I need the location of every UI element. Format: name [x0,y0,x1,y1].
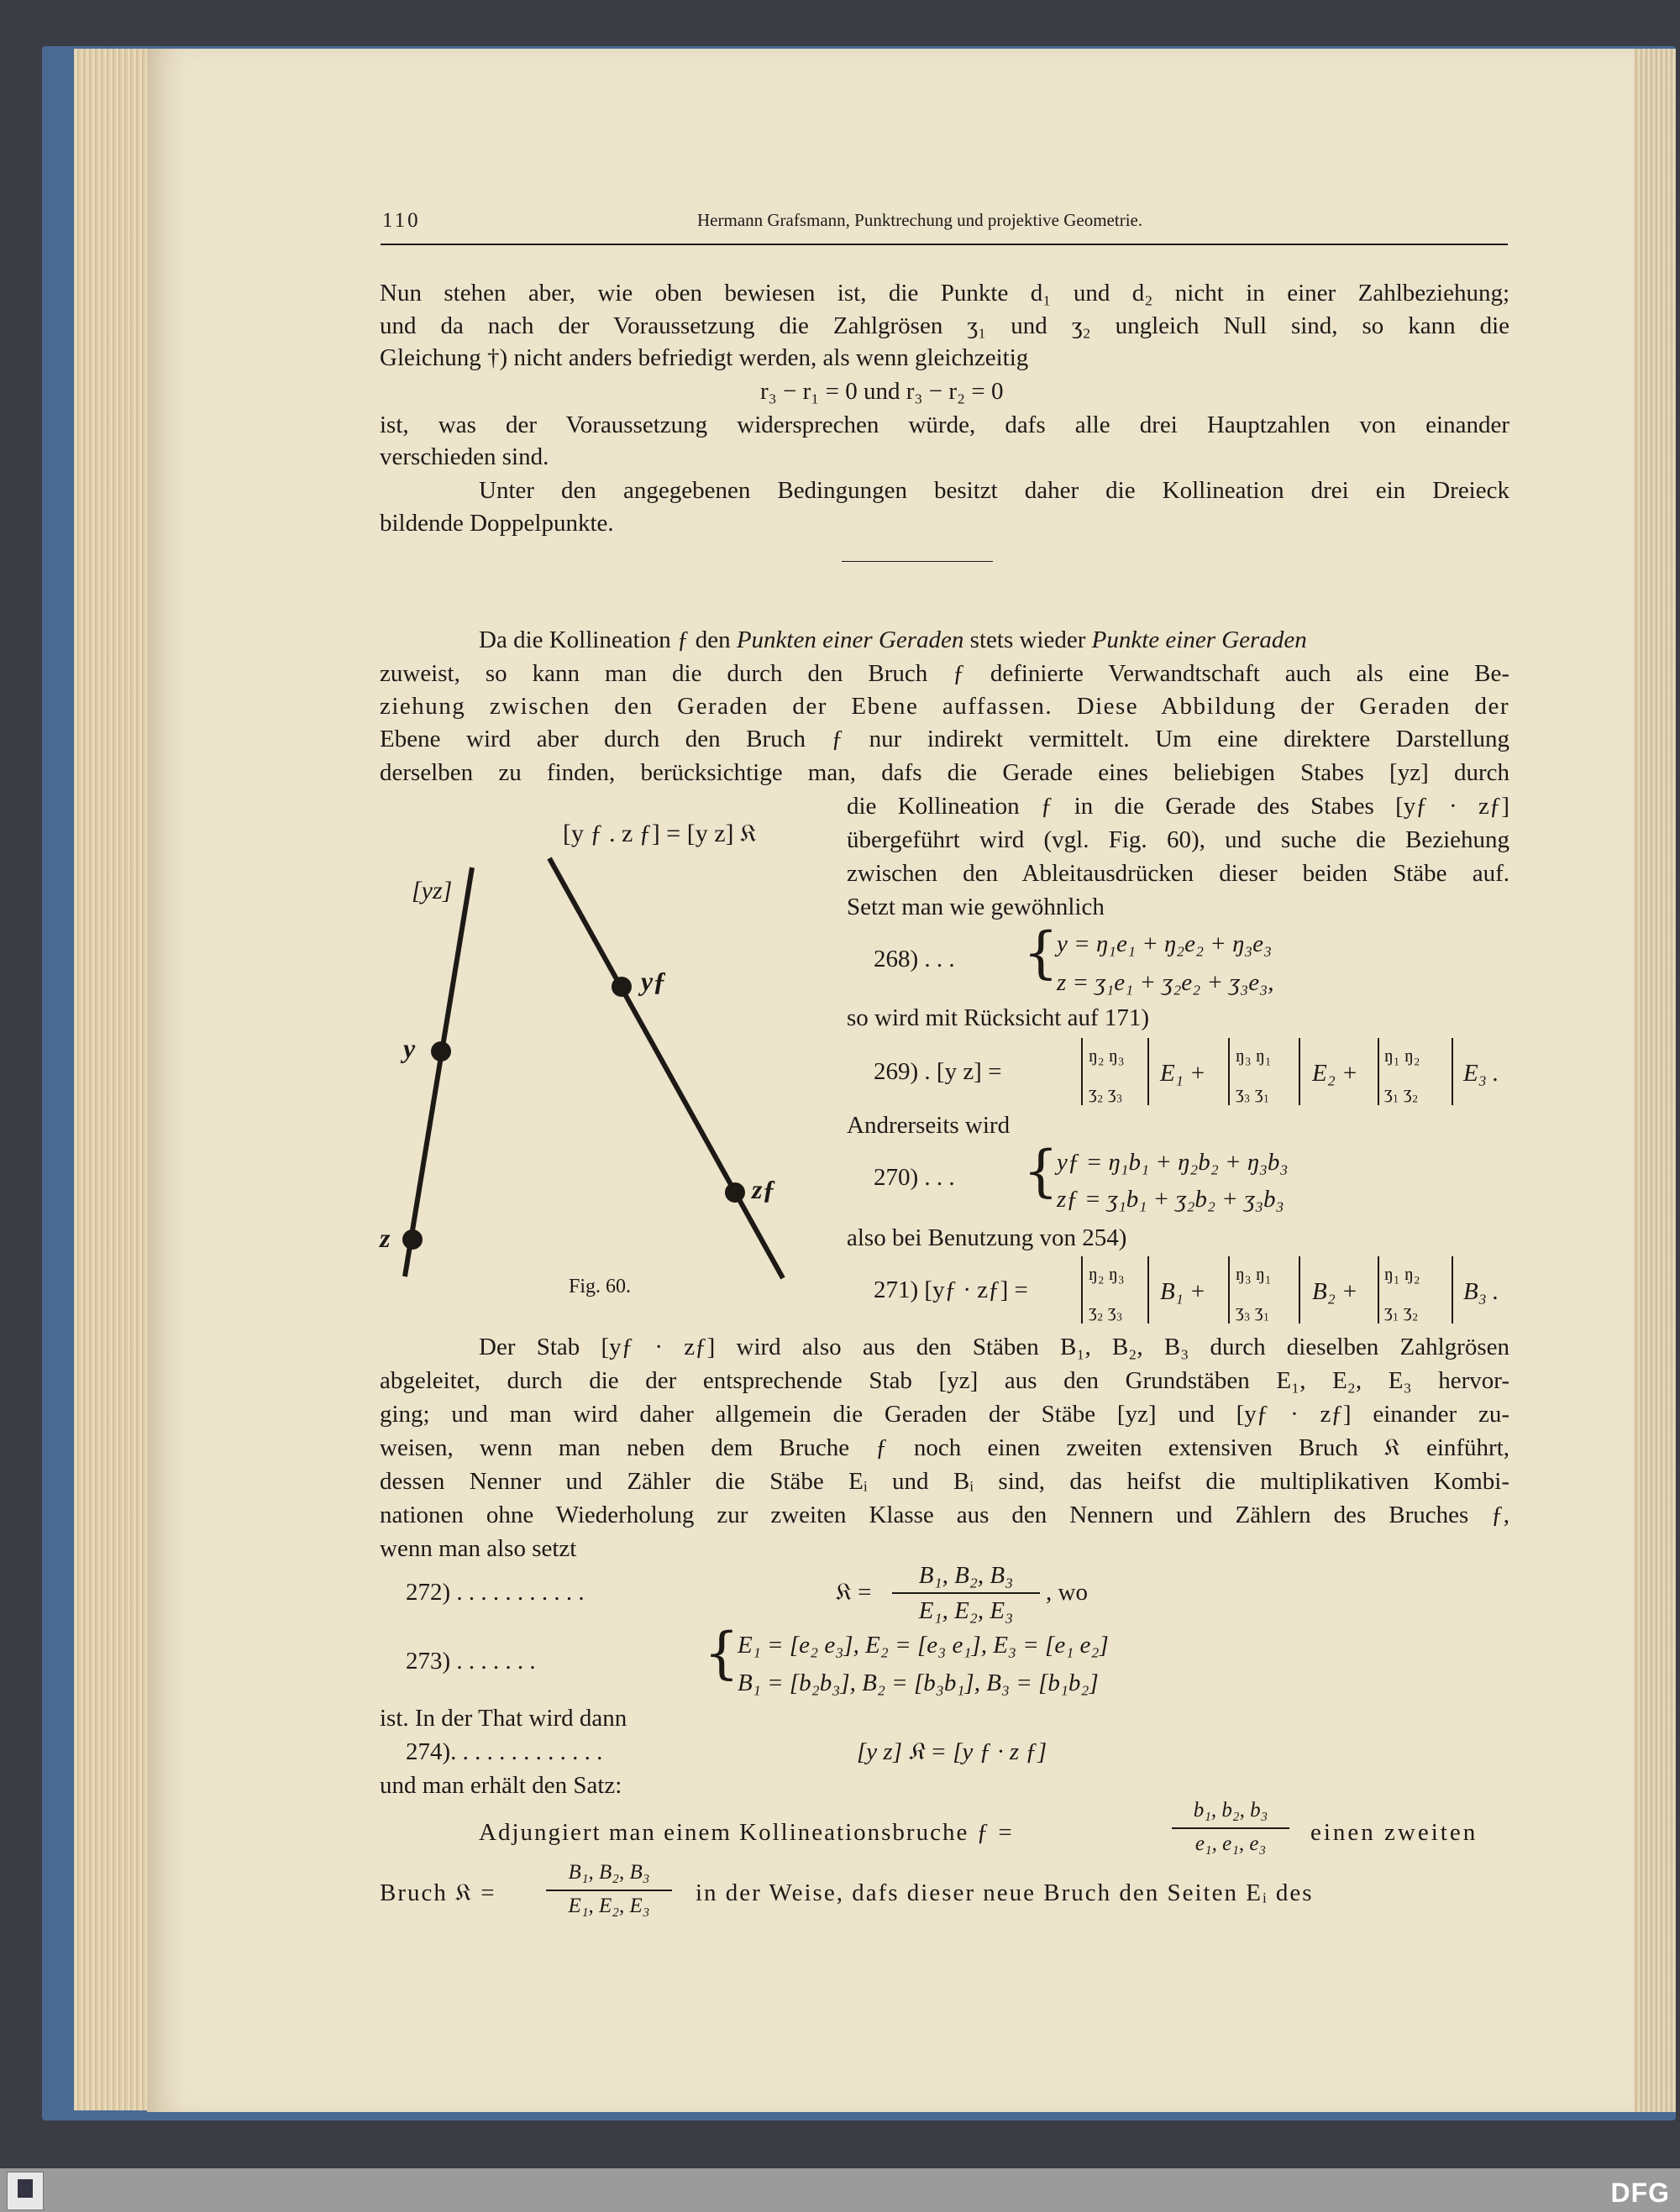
determinant-bar [1452,1256,1453,1324]
theorem-text: Adjungiert man einem Kollineationsbruche ƒ = [479,1819,1014,1846]
label-z: z [380,1223,391,1253]
fraction-bar [546,1890,672,1891]
header-rule [381,244,1508,245]
determinant-bar [1147,1038,1149,1105]
text-line: ziehung zwischen den Geraden der Ebene auffassen. Diese Abbildung der Geraden der [380,693,1509,720]
section-separator [842,561,993,562]
equation-number: 273) . . . . . . . [406,1648,536,1675]
equation: r₃ − r₁ = 0 und r₃ − r₂ = 0 [760,378,1004,405]
text-line: bildende Doppelpunkte. [380,510,614,537]
label-zk: zƒ [752,1174,776,1204]
determinant-entry: ŋ₁ ŋ₂ [1384,1045,1420,1066]
equation: E₁ = [e₂ e₃], E₂ = [e₃ e₁], E₃ = [e₁ e₂] [738,1632,1109,1659]
text-line: dessen Nenner und Zähler die Stäbe Eᵢ und Bᵢ sind, das heifst die multiplikativen Kombi- [380,1468,1509,1495]
page-number: 110 [382,209,421,232]
fraction-bar [892,1592,1040,1594]
right-page-edge [1634,49,1676,2112]
equation: zƒ = ʒ₁b₁ + ʒ₂b₂ + ʒ₃b₃ [1057,1186,1284,1213]
text-line: verschieden sind. [380,443,549,470]
determinant-bar [1228,1038,1230,1105]
dfg-logo: DFG [1610,2178,1670,2208]
determinant-factor: B₂ + [1312,1278,1358,1305]
point-y [431,1041,451,1061]
brace: { [1023,1139,1058,1203]
fraction-denominator: e₁, e₁, e₃ [1194,1832,1267,1855]
line-ykzk [549,858,783,1278]
determinant-bar [1081,1038,1083,1105]
determinant-entry: ŋ₃ ŋ₁ [1236,1045,1272,1066]
text-run: Da die Kollineation ƒ den [479,626,737,653]
text-line: Gleichung †) nicht anders befriedigt werden, als wenn gleichzeitig [380,344,1029,371]
determinant-bar [1147,1256,1149,1324]
determinant-entry: ʒ₃ ʒ₁ [1236,1082,1270,1103]
text-line: zwischen den Ableitausdrücken dieser beiden Stäbe auf. [847,860,1509,887]
determinant-bar [1378,1038,1379,1105]
theorem-text: einen zweiten [1310,1819,1478,1846]
determinant-entry: ʒ₂ ʒ₃ [1089,1300,1123,1321]
line-yz [405,868,472,1276]
determinant-factor: E₂ + [1312,1060,1358,1087]
equation: y = ŋ₁e₁ + ŋ₂e₂ + ŋ₃e₃ [1057,930,1273,957]
library-logo-icon [7,2172,44,2210]
equation-number: 272) . . . . . . . . . . . [406,1579,585,1606]
equation: yƒ = ŋ₁b₁ + ŋ₂b₂ + ŋ₃b₃ [1057,1149,1289,1176]
brace: { [1023,920,1058,985]
theorem-text: Bruch 𝔎 = [380,1879,496,1906]
fraction-numerator: b₁, b₂, b₃ [1193,1799,1268,1821]
determinant-entry: ʒ₃ ʒ₁ [1236,1300,1270,1321]
text-line: so wird mit Rücksicht auf 171) [847,1004,1150,1031]
determinant-factor: B₁ + [1160,1278,1206,1305]
label-y: y [403,1033,416,1063]
equation-number: 269) . [y z] = [874,1058,1002,1085]
determinant-bar [1452,1038,1453,1105]
determinant-entry: ŋ₂ ŋ₃ [1089,1045,1125,1066]
equation-number: 274). . . . . . . . . . . . . [406,1738,603,1765]
text-line: Der Stab [yƒ · zƒ] wird also aus den Stäben B₁, B₂, B₃ durch dieselben Zahlgrösen [479,1334,1509,1360]
text-line: wenn man also setzt [380,1535,577,1562]
equation-number: 268) . . . [874,946,955,972]
equation-number: 270) . . . [874,1164,955,1191]
italic-run: Punkte einer Geraden [1091,626,1307,653]
determinant-entry: ʒ₁ ʒ₂ [1384,1082,1419,1103]
text-line: ist, was der Voraussetzung widersprechen würde, dafs alle drei Hauptzahlen von einander [380,411,1509,438]
page-edges [74,49,154,2110]
fraction-denominator: E₁, E₂, E₃ [918,1597,1014,1624]
fraction-numerator: B₁, B₂, B₃ [918,1562,1014,1589]
text-line: also bei Benutzung von 254) [847,1224,1127,1251]
point-z [402,1229,423,1250]
text-line: zuweist, so kann man die durch den Bruch ƒ definierte Verwandtschaft auch als eine Be- [380,660,1509,687]
text-line: und man erhält den Satz: [380,1772,622,1799]
equation-lhs: 𝔎 = [836,1579,872,1606]
fraction-denominator: E₁, E₂, E₃ [568,1895,650,1917]
fraction-bar [1172,1827,1289,1829]
equation: [y z] 𝔎 = [y ƒ · z ƒ] [857,1738,1047,1765]
text-line: ging; und man wird daher allgemein die Geraden der Stäbe [yz] und [yƒ · zƒ] einander zu- [380,1401,1509,1428]
determinant-bar [1378,1256,1379,1324]
italic-run: Punkten einer Geraden [736,626,964,653]
text-line: und da nach der Voraussetzung die Zahlgrösen ʒ₁ und ʒ₂ ungleich Null sind, so kann die [380,312,1509,339]
text-line: übergeführt wird (vgl. Fig. 60), und suche die Beziehung [847,826,1509,853]
text-line: abgeleitet, durch die der entsprechende Stab [yz] aus den Grundstäben E₁, E₂, E₃ hervor- [380,1367,1509,1394]
figure-top-label: [y ƒ . z ƒ] = [y z] 𝔎 [563,820,757,847]
text-line: Nun stehen aber, wie oben bewiesen ist, die Punkte d₁ und d₂ nicht in einer Zahlbeziehung; [380,280,1509,307]
determinant-bar [1081,1256,1083,1324]
equation: B₁ = [b₂b₃], B₂ = [b₃b₁], B₃ = [b₁b₂] [738,1669,1099,1696]
point-zk [725,1182,745,1203]
determinant-bar [1299,1256,1300,1324]
determinant-entry: ŋ₂ ŋ₃ [1089,1263,1125,1284]
equation: z = ʒ₁e₁ + ʒ₂e₂ + ʒ₃e₃, [1057,969,1274,996]
figure-caption: Fig. 60. [569,1276,632,1297]
fraction-numerator: B₁, B₂, B₃ [568,1861,650,1884]
determinant-factor: B₃ . [1463,1278,1499,1305]
determinant-bar [1299,1038,1300,1105]
determinant-bar [1228,1256,1230,1324]
determinant-entry: ŋ₁ ŋ₂ [1384,1263,1420,1284]
text-line: Unter den angegebenen Bedingungen besitzt daher die Kollineation drei ein Dreieck [479,477,1509,504]
text-line: derselben zu finden, berücksichtige man, dafs die Gerade eines beliebigen Stabes [yz] durch [380,759,1509,786]
equation-number: 271) [yƒ · zƒ] = [874,1276,1028,1303]
determinant-entry: ʒ₁ ʒ₂ [1384,1300,1419,1321]
brace: { [704,1621,739,1685]
text-line: nationen ohne Wiederholung zur zweiten Klasse aus den Nennern und Zählern des Bruches ƒ, [380,1502,1509,1528]
point-yk [612,977,632,997]
determinant-factor: E₃ . [1463,1060,1499,1087]
determinant-factor: E₁ + [1160,1060,1206,1087]
text-line: weisen, wenn man neben dem Bruche ƒ noch einen zweiten extensiven Bruch 𝔎 einführt, [380,1434,1509,1461]
text-line: die Kollineation ƒ in die Gerade des Stabes [yƒ · zƒ] [847,793,1509,820]
label-yz: [yz] [412,877,453,904]
text-run: , wo [1046,1579,1088,1606]
text-line: Setzt man wie gewöhnlich [847,894,1105,920]
figure-60-diagram [395,840,832,1310]
text-line: ist. In der That wird dann [380,1705,627,1732]
text-line: Andrerseits wird [847,1112,1011,1139]
text-line [479,628,1509,653]
viewer-bottom-bar [0,2168,1680,2212]
determinant-entry: ʒ₂ ʒ₃ [1089,1082,1123,1103]
running-title: Hermann Grafsmann, Punktrechung und projektive Geometrie. [697,210,1143,230]
theorem-text: in der Weise, dafs dieser neue Bruch den Seiten Eᵢ des [696,1879,1314,1906]
determinant-entry: ŋ₃ ŋ₁ [1236,1263,1272,1284]
text-run: stets wieder [963,626,1092,653]
text-line: Ebene wird aber durch den Bruch ƒ nur indirekt vermittelt. Um eine direktere Darstellung [380,726,1509,752]
label-yk: yƒ [641,966,667,996]
